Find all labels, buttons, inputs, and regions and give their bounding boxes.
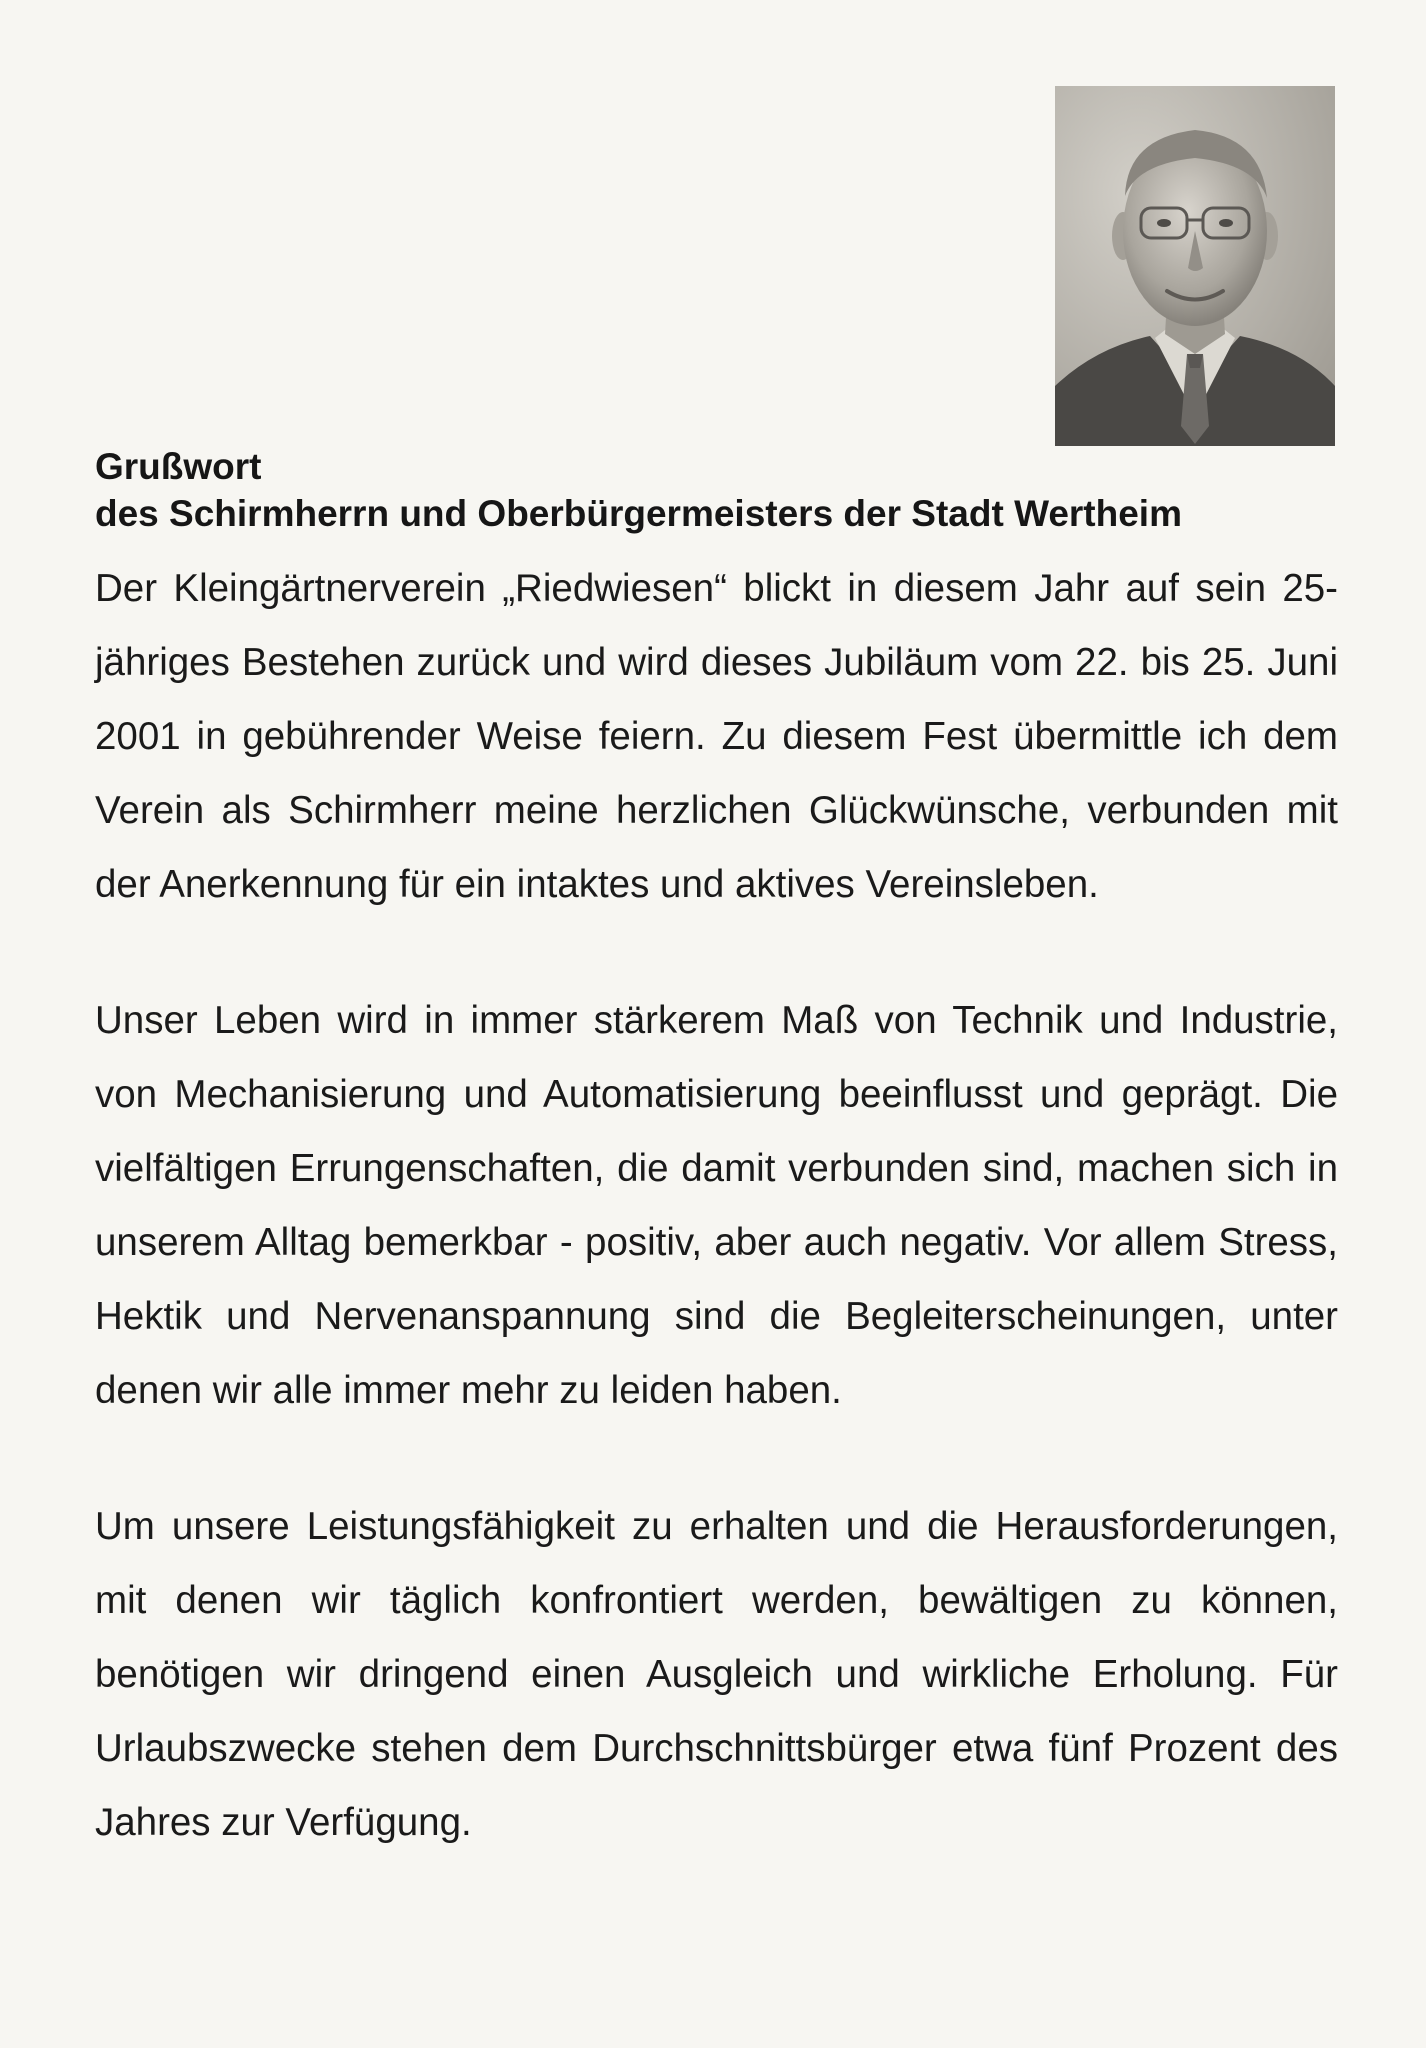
portrait-photo — [1055, 86, 1335, 446]
portrait-graphic — [1055, 86, 1335, 446]
heading-title: Grußwort — [95, 446, 262, 487]
heading — [95, 443, 1345, 537]
paragraph-1: Der Kleingärtnerverein „Riedwiesen“ blickt in diesem Jahr auf sein 25-jähriges Bestehen zurück und wird dieses Jubiläum vom 22. bis 25. Juni 2001 in gebührender Weise feiern. Zu diesem Fest übermittle ich dem Verein als Schirmherr meine herzlichen Glückwünsche, verbunden mit der Anerkennung für ein intaktes und aktives Vereinsleben. — [95, 567, 1338, 906]
paragraph-2: Unser Leben wird in immer stärkerem Maß von Technik und Industrie, von Mechanisierung und Automatisierung beeinflusst und geprägt. Die vielfältigen Errungenschaften, die damit verbunden sind, machen sich in unserem Alltag bemerkbar - positiv, aber auch negativ. Vor allem Stress, Hektik und Nervenanspannung sind die Begleiterscheinungen, unter denen wir alle immer mehr zu leiden haben. — [95, 999, 1338, 1412]
heading-subtitle: des Schirmherrn und Oberbürgermeisters der Stadt Wertheim — [95, 493, 1182, 534]
body-text — [95, 552, 1338, 1860]
paragraph-3: Um unsere Leistungsfähigkeit zu erhalten und die Herausforderungen, mit denen wir täglich konfrontiert werden, bewältigen zu können, benötigen wir dringend einen Ausgleich und wirkliche Erholung. Für Urlaubszwecke stehen dem Durchschnittsbürger etwa fünf Prozent des Jahres zur Verfügung. — [95, 1505, 1338, 1844]
